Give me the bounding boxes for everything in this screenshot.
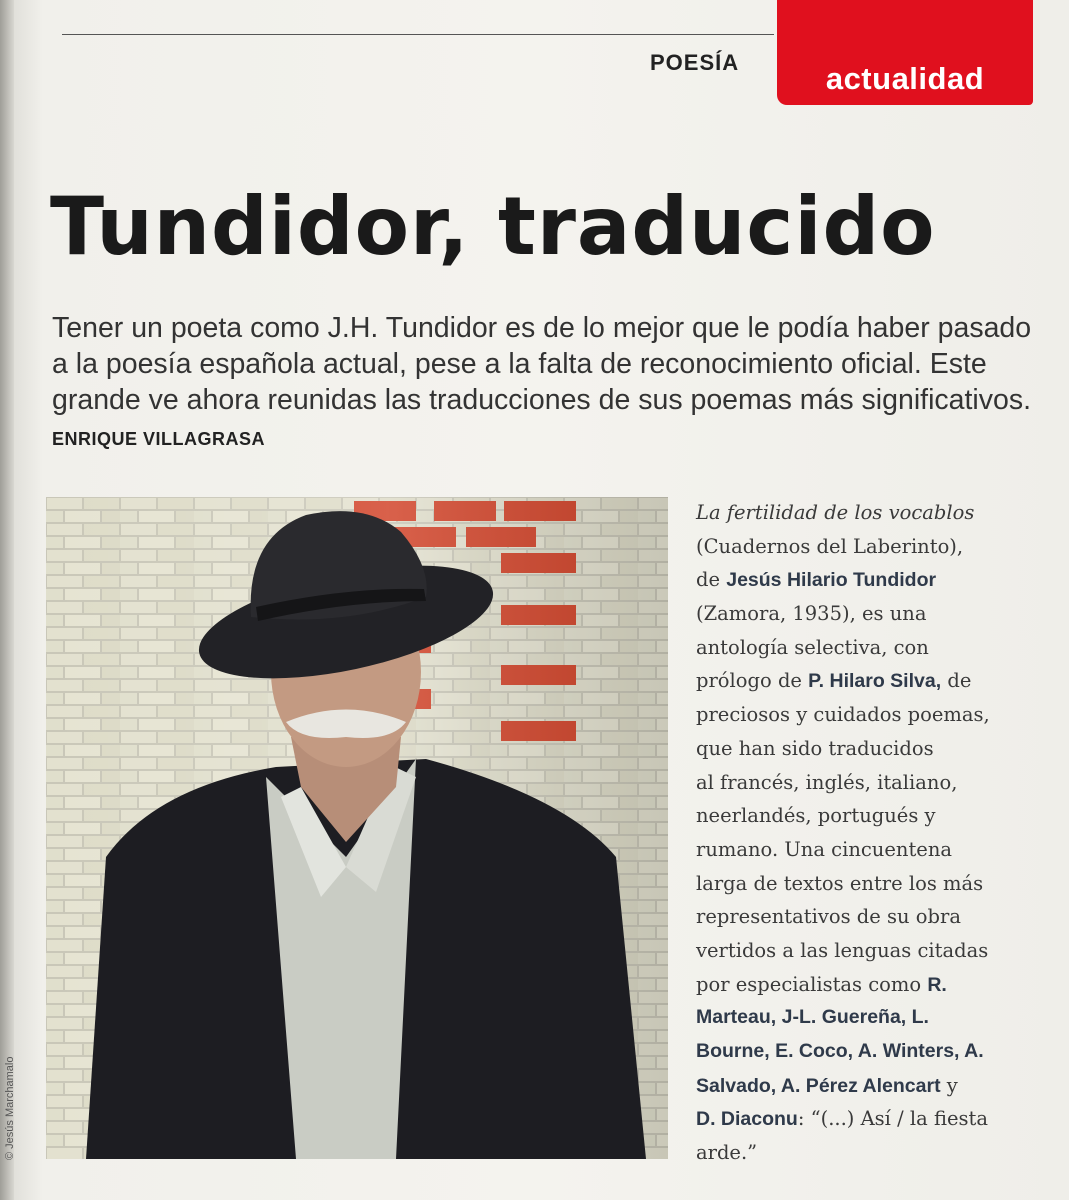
header-rule: [62, 34, 774, 35]
body-line: al francés, inglés, italiano,: [696, 770, 958, 794]
lede: [52, 310, 1042, 457]
section-label: POESÍA: [650, 50, 740, 75]
body-text: : “(...) Así / la fiesta: [797, 1107, 988, 1131]
body-line: [696, 664, 1046, 698]
portrait-illustration: [46, 497, 668, 1159]
article-body: [696, 496, 1046, 1170]
body-line: antología selectiva, con: [696, 635, 929, 659]
body-line: neerlandés, portugués y: [696, 804, 936, 828]
body-line: rumano. Una cincuentena: [696, 837, 953, 861]
body-line: [696, 1069, 1046, 1103]
body-text: de: [696, 568, 727, 592]
book-title: La fertilidad de los vocablos: [696, 501, 975, 524]
body-line: larga de textos entre los más: [696, 871, 984, 895]
body-line: preciosos y cuidados poemas,: [696, 703, 990, 727]
body-line: Marteau, J-L. Guereña, L.: [696, 1006, 929, 1029]
page-edge-shadow: [0, 0, 14, 1200]
prologue-author: P. Hilaro Silva,: [808, 670, 942, 693]
body-line: Bourne, E. Coco, A. Winters, A.: [696, 1040, 984, 1062]
photo-credit: © Jesús Marchamalo: [4, 1056, 16, 1160]
body-line: [696, 968, 1046, 1002]
lede-text: Tener un poeta como J.H. Tundidor es de lo mejor que le podía haber pasado a la poesía española actual, pese a la falta de reconocimiento oficial. Este grande ve ahora reunidas las traducciones de sus poemas más significativos.: [52, 312, 1032, 416]
body-line: representativos de su obra: [696, 905, 961, 929]
headline: Tundidor, traducido: [50, 180, 936, 273]
translator-name: Salvado, A. Pérez Alencart: [696, 1074, 941, 1097]
section-tag-label: actualidad: [825, 61, 985, 96]
body-line: arde.”: [696, 1141, 758, 1165]
body-line: (Zamora, 1935), es una: [696, 602, 927, 626]
body-line: vertidos a las lenguas citadas: [696, 938, 989, 962]
body-line: [696, 563, 1046, 597]
author-byline: ENRIQUE VILLAGRASA: [52, 429, 266, 449]
body-text: y: [940, 1073, 958, 1097]
body-text: por especialistas como: [696, 972, 928, 996]
poet-name: Jesús Hilario Tundidor: [726, 569, 937, 592]
body-line: [696, 1102, 1046, 1136]
body-line: que han sido traducidos: [696, 736, 934, 760]
author-photo: [46, 497, 668, 1159]
section-tag: [777, 0, 1033, 105]
body-text: prólogo de: [696, 669, 809, 693]
body-line: [696, 496, 1046, 530]
body-line: (Cuadernos del Laberinto),: [696, 534, 964, 558]
translator-name: R.: [927, 973, 947, 996]
translator-name: D. Diaconu: [696, 1108, 798, 1131]
body-text: de: [941, 669, 972, 693]
